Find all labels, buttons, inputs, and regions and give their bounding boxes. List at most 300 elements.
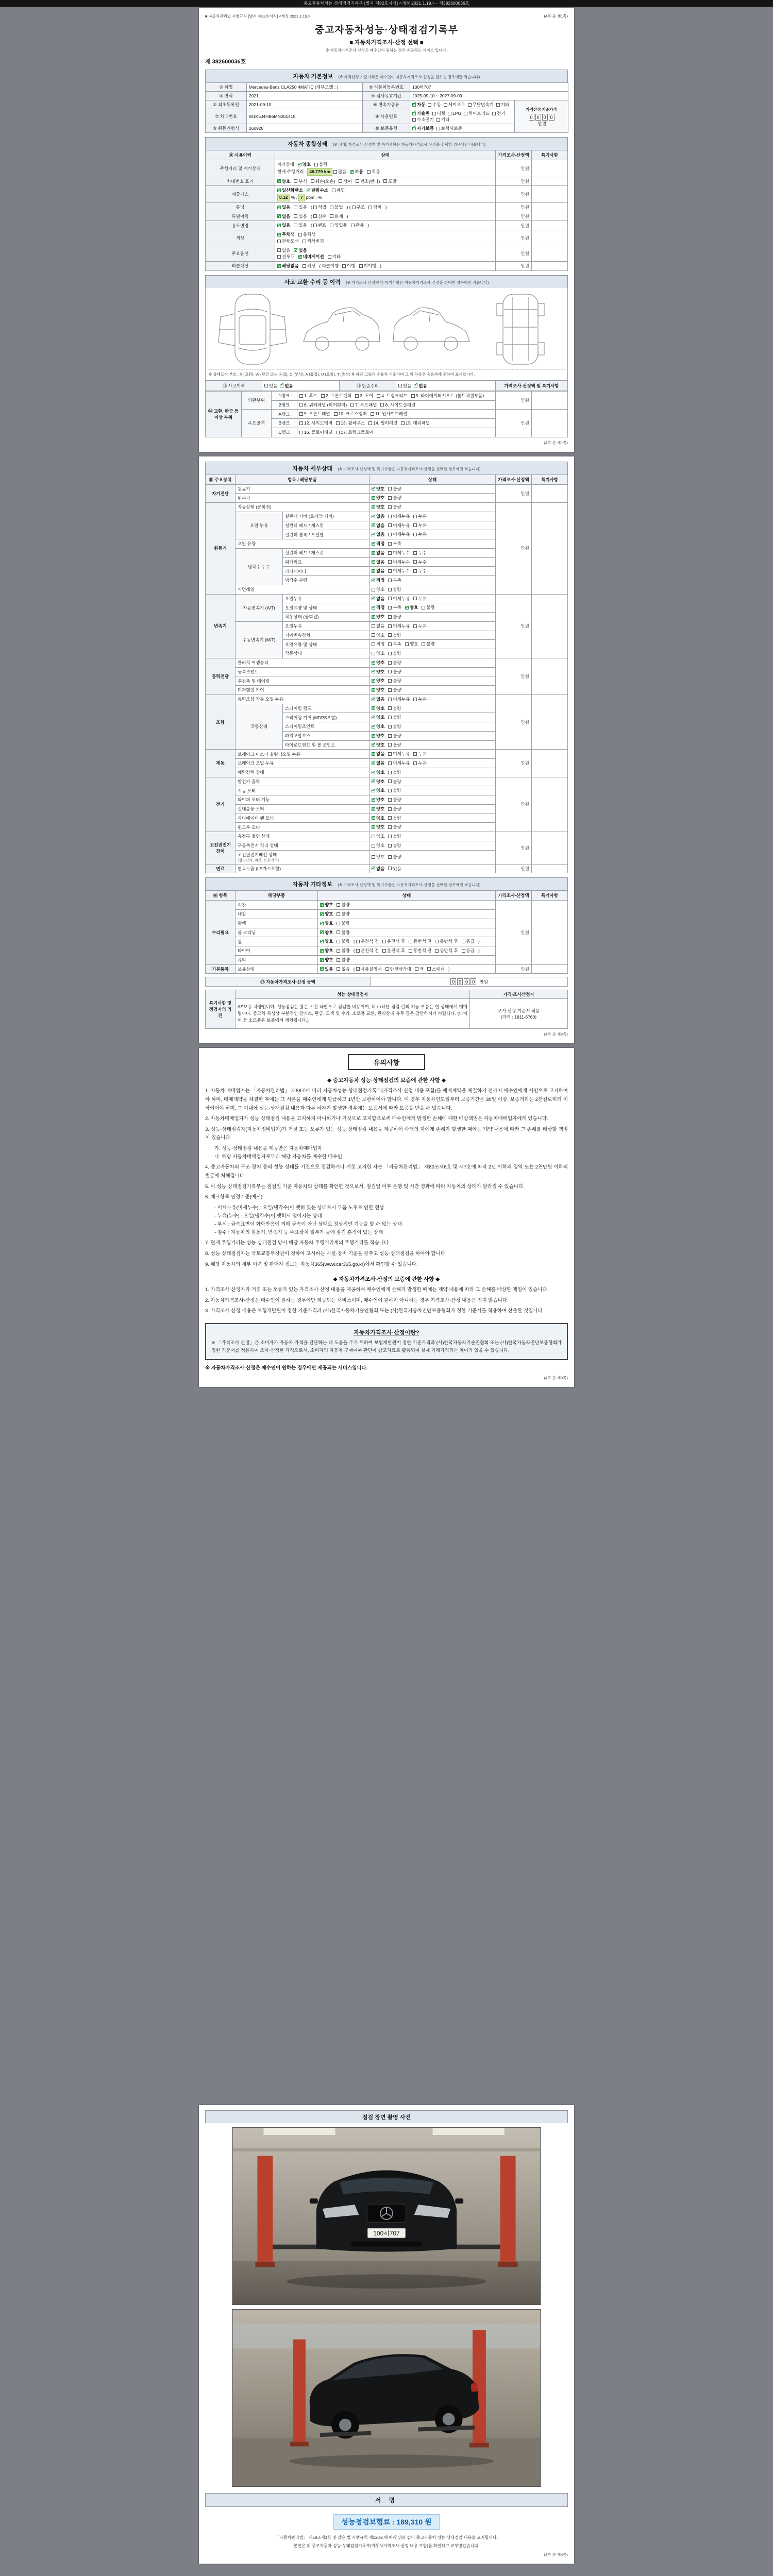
checkbox-label: 동반석 전 <box>413 939 432 944</box>
checkbox-있음[interactable] <box>320 966 333 973</box>
checkbox-도말[interactable] <box>383 178 396 185</box>
checkbox-운전석 후[interactable] <box>382 947 405 954</box>
checkbox-적정[interactable] <box>372 577 384 584</box>
checkbox-누수[interactable] <box>413 550 426 556</box>
checkbox-불량[interactable] <box>337 938 349 945</box>
checkbox-box <box>321 394 325 398</box>
checkbox-하이브리드[interactable] <box>464 110 490 116</box>
checkbox-응급[interactable] <box>462 947 475 954</box>
checkbox-운전석 전[interactable] <box>353 947 379 954</box>
checkbox-미세누유[interactable] <box>388 696 410 703</box>
note-field[interactable] <box>532 503 568 595</box>
checkbox-불량[interactable] <box>388 614 401 620</box>
checkbox-불법[interactable] <box>330 204 343 211</box>
checkbox-세미오토[interactable] <box>444 101 465 108</box>
item-label: 보유상태 <box>236 964 318 974</box>
checkbox-있음[interactable] <box>294 222 307 229</box>
note-field[interactable] <box>532 832 568 865</box>
checkbox-썬루프[interactable] <box>277 253 295 260</box>
checkbox-8. 사이드실패널[interactable] <box>380 402 415 409</box>
note-field[interactable] <box>532 750 568 777</box>
checkbox-적법[interactable] <box>310 204 327 211</box>
checkbox-1. 후드[interactable] <box>299 393 317 399</box>
checkbox-색상변경[interactable] <box>303 238 324 245</box>
overall-row <box>206 212 568 221</box>
item-label: 충전구 절연 상태 <box>236 832 369 841</box>
checkbox-LPG[interactable] <box>448 111 461 116</box>
checkbox-해당없음[interactable] <box>277 263 299 269</box>
checkbox-불량[interactable] <box>388 650 401 657</box>
checkbox-17. 트렁크플로어[interactable] <box>336 429 373 436</box>
checkbox-불량[interactable] <box>337 929 349 936</box>
checkbox-불량[interactable] <box>388 705 401 712</box>
checkbox-양호[interactable] <box>372 486 384 493</box>
checkbox-양호[interactable] <box>372 687 384 693</box>
checkbox-label: 불량 <box>393 834 401 839</box>
checkbox-미세누수[interactable] <box>388 550 410 556</box>
checkbox-구조[interactable] <box>352 204 365 211</box>
checkbox-누수[interactable] <box>413 568 426 574</box>
checkbox-없음[interactable] <box>277 204 290 211</box>
text-token: ) <box>478 948 480 953</box>
checkbox-label: 있음 <box>403 383 412 388</box>
checkbox-불량[interactable] <box>422 604 434 611</box>
checkbox-변조(변타)[interactable] <box>356 178 380 185</box>
checkbox-불량[interactable] <box>388 486 401 493</box>
token-line <box>372 540 493 547</box>
checkbox-불량[interactable] <box>388 659 401 666</box>
checkbox-미세누유[interactable] <box>388 522 410 529</box>
checkbox-적정[interactable] <box>372 540 384 547</box>
checkbox-많음[interactable] <box>333 168 346 175</box>
checkbox-양호[interactable] <box>372 650 384 657</box>
checkbox-불량[interactable] <box>337 911 349 918</box>
price-field[interactable]: 만원 <box>496 410 532 437</box>
device-label: 연료 <box>206 864 236 873</box>
checkbox-양호[interactable] <box>405 641 418 648</box>
checkbox-label: 적정 <box>376 641 385 647</box>
checkbox-box <box>372 642 375 646</box>
checkbox-label: 10. 크로스멤버 <box>338 411 367 417</box>
token-line <box>372 866 493 872</box>
price-field[interactable]: 만원 <box>496 964 532 974</box>
checkbox-미세누유[interactable] <box>388 531 410 538</box>
checkbox-없음[interactable] <box>372 623 384 630</box>
checkbox-부족[interactable] <box>388 577 401 584</box>
checkbox-양호[interactable] <box>372 815 384 822</box>
checkbox-9. 프론트패널[interactable] <box>299 411 330 417</box>
checkbox-무채색[interactable] <box>277 231 295 238</box>
price-field[interactable]: 만원 <box>496 777 532 832</box>
checkbox-관용[interactable] <box>351 222 364 229</box>
note-field[interactable] <box>532 212 568 221</box>
checkbox-없음[interactable] <box>372 522 384 529</box>
note-field[interactable] <box>532 221 568 230</box>
checkbox-불량[interactable] <box>337 947 349 954</box>
checkbox-없음[interactable] <box>372 550 384 556</box>
checkbox-불량[interactable] <box>337 920 349 927</box>
note-field[interactable] <box>532 186 568 203</box>
price-field[interactable]: 만원 <box>496 262 532 271</box>
checkbox-훼손(오손)[interactable] <box>311 178 335 185</box>
checkbox-불량[interactable] <box>388 806 401 812</box>
checkbox-적정[interactable] <box>372 641 384 648</box>
checkbox-없음[interactable] <box>337 966 349 973</box>
checkbox-동반석 전[interactable] <box>409 947 431 954</box>
item-label: 실린더 블록 / 오일팬 <box>283 530 369 539</box>
checkbox-있음[interactable] <box>294 213 307 220</box>
checkbox-양호[interactable] <box>320 920 333 927</box>
status-cell <box>369 484 496 494</box>
checkbox-영업용[interactable] <box>330 222 347 229</box>
status-cell <box>369 750 496 759</box>
checkbox-사용설명서[interactable] <box>353 966 382 973</box>
checkbox-불량[interactable] <box>388 723 401 730</box>
checkbox-양호[interactable] <box>372 806 384 812</box>
checkbox-전체도색[interactable] <box>277 238 299 245</box>
checkbox-렌트[interactable] <box>310 222 327 229</box>
checkbox-7. 루프패널[interactable] <box>350 402 377 409</box>
price-field[interactable]: 만원 <box>496 750 532 777</box>
checkbox-14. 필러패널[interactable] <box>368 420 397 427</box>
checkbox-양호[interactable] <box>405 604 418 611</box>
checkbox-누유[interactable] <box>413 531 426 538</box>
checkbox-불량[interactable] <box>388 742 401 749</box>
note-field[interactable] <box>532 246 568 262</box>
checkbox-가솔린[interactable] <box>412 110 430 116</box>
price-field[interactable]: 만원 <box>496 832 532 865</box>
checkbox-13. 휠하우스[interactable] <box>336 420 365 427</box>
checkbox-양호[interactable] <box>372 769 384 776</box>
price-field[interactable]: 만원 <box>496 594 532 658</box>
price-field[interactable]: 만원 <box>496 186 532 203</box>
note-field[interactable] <box>532 202 568 212</box>
checkbox-양호[interactable] <box>372 586 384 593</box>
checkbox-label: 불량 <box>341 957 350 962</box>
checkbox-장치[interactable] <box>368 204 381 211</box>
note-field[interactable] <box>532 694 568 750</box>
checkbox-없음[interactable] <box>372 696 384 703</box>
checkbox-일산화탄소[interactable] <box>277 187 303 194</box>
checkbox-불량[interactable] <box>388 769 401 776</box>
checkbox-box <box>372 551 375 555</box>
checkbox-불량[interactable] <box>388 787 401 794</box>
checkbox-네비게이션[interactable] <box>298 253 324 260</box>
checkbox-부식[interactable] <box>294 178 307 185</box>
checkbox-불량[interactable] <box>337 957 349 963</box>
checkbox-양호[interactable] <box>320 947 333 954</box>
checkbox-있음[interactable] <box>264 383 277 389</box>
checkbox-잭[interactable] <box>415 966 424 973</box>
etc-info-body <box>206 901 568 974</box>
note-field[interactable] <box>532 484 568 503</box>
price-field[interactable]: 만원 <box>496 160 532 177</box>
checkbox-box <box>388 597 392 600</box>
checkbox-11. 인사이드패널[interactable] <box>371 411 408 417</box>
checkbox-응급[interactable] <box>462 938 475 945</box>
checkbox-양호[interactable] <box>372 842 384 849</box>
checkbox-부족[interactable] <box>388 540 401 547</box>
checkbox-불량[interactable] <box>388 796 401 803</box>
checkbox-자가보증[interactable] <box>412 125 434 131</box>
checkbox-기타[interactable] <box>328 253 341 260</box>
checkbox-양호[interactable] <box>372 778 384 785</box>
checkbox-적정[interactable] <box>372 604 384 611</box>
checkbox-불량[interactable] <box>388 504 401 511</box>
checkbox-양호[interactable] <box>372 833 384 840</box>
status-cell <box>318 919 496 928</box>
checkbox-양호[interactable] <box>320 929 333 936</box>
price-field[interactable]: 만원 <box>496 202 532 212</box>
checkbox-없음[interactable] <box>372 513 384 520</box>
note-field[interactable] <box>532 177 568 186</box>
checkbox-누유[interactable] <box>413 513 426 520</box>
checkbox-디젤[interactable] <box>432 110 445 116</box>
checkbox-불량[interactable] <box>388 714 401 721</box>
checkbox-침수[interactable] <box>310 213 327 220</box>
checkbox-label: 없음 <box>282 204 291 210</box>
checkbox-무단변속기[interactable] <box>468 101 494 108</box>
price-field[interactable]: 만원 <box>496 246 532 262</box>
checkbox-불량[interactable] <box>314 161 327 168</box>
note-field[interactable] <box>532 262 568 271</box>
checkbox-누유[interactable] <box>413 760 426 767</box>
checkbox-전기[interactable] <box>492 110 505 116</box>
checkbox-상이[interactable] <box>339 178 351 185</box>
checkbox-누유[interactable] <box>413 751 426 757</box>
note-field[interactable] <box>532 594 568 658</box>
checkbox-동반석 전[interactable] <box>409 938 431 945</box>
checkbox-운전석 전[interactable] <box>353 938 379 945</box>
checkbox-없음[interactable] <box>277 213 290 220</box>
note-field[interactable] <box>532 160 568 177</box>
checkbox-없음[interactable] <box>372 531 384 538</box>
price-field[interactable]: 만원 <box>496 694 532 750</box>
col-header-note: 특기사항 <box>532 474 568 484</box>
checkbox-없음[interactable] <box>372 751 384 757</box>
highlighted-value: 46,779 km <box>307 168 332 176</box>
checkbox-동반석 후[interactable] <box>435 938 458 945</box>
checkbox-운전석 후[interactable] <box>382 938 405 945</box>
note-field[interactable] <box>532 658 568 694</box>
checkbox-누유[interactable] <box>413 522 426 529</box>
checkbox-label: 전체도색 <box>282 238 299 244</box>
checkbox-없음[interactable] <box>414 383 427 389</box>
checkbox-16. 플로어패널[interactable] <box>299 429 332 436</box>
checkbox-양호[interactable] <box>372 723 384 730</box>
checkbox-기타[interactable] <box>496 101 509 108</box>
checkbox-양호[interactable] <box>372 632 384 639</box>
checkbox-있음[interactable] <box>398 383 411 389</box>
checkbox-불량[interactable] <box>388 854 401 860</box>
checkbox-누유[interactable] <box>413 596 426 602</box>
checkbox-이행[interactable] <box>342 263 355 269</box>
checkbox-동반석 후[interactable] <box>435 947 458 954</box>
note-field[interactable] <box>532 864 568 873</box>
checkbox-없음[interactable] <box>372 559 384 566</box>
checkbox-없음[interactable] <box>277 247 290 254</box>
checkbox-양호[interactable] <box>372 669 384 675</box>
note-field[interactable] <box>532 410 568 437</box>
field-label-vin: ⑦ 차대번호 <box>206 109 247 124</box>
checkbox-화재[interactable] <box>330 213 343 220</box>
checkbox-없음[interactable] <box>280 383 293 389</box>
price-field[interactable]: 만원 <box>496 484 532 503</box>
price-field[interactable]: 만원 <box>496 503 532 595</box>
checkbox-label: 미세누유 <box>393 696 410 702</box>
checkbox-양호[interactable] <box>372 787 384 794</box>
checkbox-보통[interactable] <box>350 168 363 175</box>
price-field[interactable]: 만원 <box>496 658 532 694</box>
checkbox-불량[interactable] <box>388 815 401 822</box>
text-token: ppm , <box>306 195 317 200</box>
checkbox-해당[interactable] <box>303 263 315 269</box>
checkbox-양호[interactable] <box>372 614 384 620</box>
checkbox-안전삼각대[interactable] <box>385 966 411 973</box>
checkbox-label: 부족 <box>393 541 401 546</box>
checkbox-양호[interactable] <box>372 677 384 684</box>
checkbox-양호[interactable] <box>372 854 384 860</box>
checkbox-미세누수[interactable] <box>388 559 410 566</box>
note-field[interactable] <box>532 391 568 410</box>
checkbox-양호[interactable] <box>372 733 384 739</box>
checkbox-기타[interactable] <box>436 116 449 123</box>
checkbox-양호[interactable] <box>277 178 290 185</box>
checkbox-양호[interactable] <box>372 714 384 721</box>
note-field[interactable] <box>532 901 568 964</box>
checkbox-불량[interactable] <box>388 778 401 785</box>
checkbox-미세누수[interactable] <box>388 568 410 574</box>
field-value-vin: W1K5J4HB6MN261415 <box>247 109 363 124</box>
checkbox-없음[interactable] <box>372 568 384 574</box>
checkbox-양호[interactable] <box>372 659 384 666</box>
checkbox-미이행[interactable] <box>359 263 377 269</box>
checkbox-불량[interactable] <box>388 677 401 684</box>
status-cell <box>318 901 496 910</box>
checkbox-불량[interactable] <box>388 586 401 593</box>
price-field[interactable]: 만원 <box>496 177 532 186</box>
checkbox-양호[interactable] <box>298 161 311 168</box>
checkbox-4. 트렁크리드[interactable] <box>377 393 408 399</box>
checkbox-있음[interactable] <box>294 204 307 211</box>
checkbox-미세누유[interactable] <box>388 513 410 520</box>
checkbox-누수[interactable] <box>413 559 426 566</box>
checkbox-누유[interactable] <box>413 696 426 703</box>
checkbox-탄화수소[interactable] <box>307 187 328 194</box>
note-field[interactable] <box>532 964 568 974</box>
checkbox-누유[interactable] <box>413 623 426 630</box>
checkbox-불량[interactable] <box>388 495 401 501</box>
checkbox-양호[interactable] <box>372 796 384 803</box>
checkbox-수동[interactable] <box>428 101 441 108</box>
checkbox-label: 양호 <box>376 797 385 802</box>
checkbox-양호[interactable] <box>320 938 333 945</box>
highlighted-value: 7 <box>298 194 305 201</box>
checkbox-양호[interactable] <box>320 902 333 908</box>
checkbox-box <box>372 725 375 728</box>
token-line <box>320 929 493 936</box>
checkbox-label: 불량 <box>393 632 401 638</box>
note-field[interactable] <box>532 777 568 832</box>
checkbox-양호[interactable] <box>320 911 333 918</box>
checkbox-불량[interactable] <box>388 833 401 840</box>
checkbox-보험사보증[interactable] <box>436 125 462 131</box>
checkbox-5. 라디에이터서포트 (볼트체결부품)[interactable] <box>411 393 484 399</box>
checkbox-box <box>299 421 303 425</box>
checkbox-없음[interactable] <box>372 866 384 872</box>
checkbox-양호[interactable] <box>372 824 384 831</box>
price-field[interactable]: 만원 <box>496 901 532 964</box>
price-field[interactable]: 만원 <box>496 221 532 230</box>
item-label: 라디에이터 팬 모터 <box>236 814 369 823</box>
checkbox-불량[interactable] <box>337 902 349 908</box>
status-cell <box>369 676 496 686</box>
note-field[interactable] <box>532 230 568 246</box>
checkbox-불량[interactable] <box>388 632 401 639</box>
checkbox-미세누유[interactable] <box>388 623 410 630</box>
checkbox-없음[interactable] <box>372 760 384 767</box>
price-field[interactable]: 만원 <box>496 212 532 221</box>
checkbox-불량[interactable] <box>422 641 434 648</box>
checkbox-양호[interactable] <box>320 957 333 963</box>
checkbox-2. 프론트펜더[interactable] <box>321 393 352 399</box>
price-field[interactable]: 만원 <box>496 391 532 410</box>
checkbox-부족[interactable] <box>388 604 401 611</box>
checkbox-없음[interactable] <box>277 222 290 229</box>
checkbox-스패너[interactable] <box>427 966 445 973</box>
checkbox-3. 도어[interactable] <box>355 393 373 399</box>
checkbox-불량[interactable] <box>388 687 401 693</box>
token-line <box>372 815 493 822</box>
checkbox-자동[interactable] <box>412 101 425 108</box>
checkbox-양호[interactable] <box>372 504 384 511</box>
checkbox-유채색[interactable] <box>298 231 316 238</box>
checkbox-불량[interactable] <box>388 824 401 831</box>
token-line <box>372 714 493 721</box>
checkbox-box <box>372 560 375 564</box>
text-token: % <box>317 195 322 200</box>
checkbox-15. 대쉬패널[interactable] <box>401 420 430 427</box>
checkbox-10. 크로스멤버[interactable] <box>334 411 367 417</box>
checkbox-label: 하이브리드 <box>468 111 490 116</box>
checkbox-미세누유[interactable] <box>388 751 410 757</box>
checkbox-없음[interactable] <box>372 596 384 602</box>
price-field[interactable]: 만원 <box>496 230 532 246</box>
checkbox-box <box>383 179 387 183</box>
checkbox-불량[interactable] <box>388 733 401 739</box>
checkbox-양호[interactable] <box>372 495 384 501</box>
checkbox-label: 불량 <box>393 486 401 492</box>
field-label-year: ③ 연식 <box>206 92 247 100</box>
checkbox-12. 사이드멤버[interactable] <box>299 420 332 427</box>
checkbox-불량[interactable] <box>388 842 401 849</box>
checkbox-수소전기[interactable] <box>412 116 434 123</box>
checkbox-box <box>413 533 417 536</box>
checkbox-양호[interactable] <box>372 705 384 712</box>
checkbox-적음[interactable] <box>367 168 380 175</box>
checkbox-미세누유[interactable] <box>388 760 410 767</box>
checkbox-불량[interactable] <box>388 669 401 675</box>
checkbox-box <box>294 214 297 218</box>
price-field[interactable]: 만원 <box>496 864 532 873</box>
checkbox-미세누유[interactable] <box>388 596 410 602</box>
checkbox-양호[interactable] <box>372 742 384 749</box>
checkbox-6. 쿼터패널 (리어펜더)[interactable] <box>299 402 347 409</box>
checkbox-있음[interactable] <box>388 866 401 872</box>
checkbox-매연[interactable] <box>332 187 345 194</box>
checkbox-부족[interactable] <box>388 641 401 648</box>
token-line <box>277 213 493 220</box>
